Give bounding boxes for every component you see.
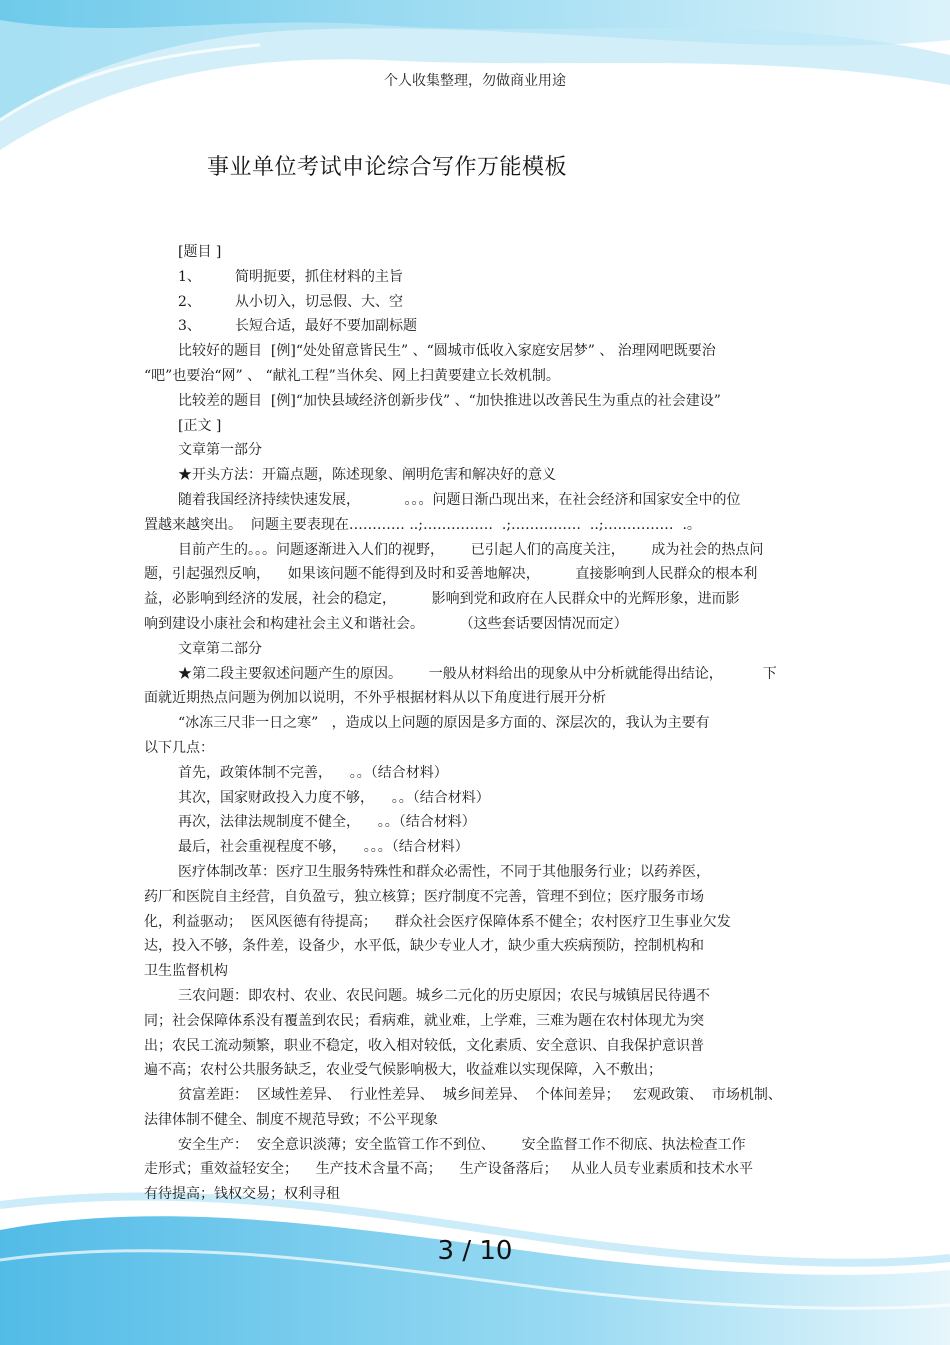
text-line	[144, 934, 808, 959]
line-text: 贫富差距： 区域性差异、 行业性差异、 城乡间差异、 个体间差异； 宏观政策、 市场机制、	[178, 1087, 782, 1104]
line-text: 响到建设小康社会和构建社会主义和谐社会。 （这些套话要因情况而定）	[144, 615, 628, 632]
line-text: 遍不高；农村公共服务缺乏，农业受气候影响极大，收益难以实现保障，入不敷出；	[144, 1062, 662, 1079]
text-line	[144, 786, 808, 811]
line-text: 置越来越突出。 问题主要表现在………… ..;…………… .;…………… ..;…………… .。	[144, 516, 701, 533]
line-text: 题，引起强烈反响， 如果该问题不能得到及时和妥善地解决， 直接影响到人民群众的根本利	[144, 566, 758, 583]
text-line	[144, 1009, 808, 1034]
text-line	[144, 1034, 808, 1059]
line-text: “冰冻三尺非一日之寒” ，造成以上问题的原因是多方面的、深层次的，我认为主要有	[178, 715, 710, 732]
line-text: ★开头方法：开篇点题，陈述现象、阐明危害和解决好的意义	[178, 467, 556, 484]
line-text: 同；社会保障体系没有覆盖到农民；看病难，就业难，上学难，三难为题在农村体现尤为突	[144, 1012, 704, 1029]
text-line	[144, 339, 808, 364]
document-body	[144, 240, 808, 1207]
text-line	[144, 587, 808, 612]
line-text: ★第二段主要叙述问题产生的原因。 一般从材料给出的现象从中分析就能得出结论， 下	[178, 665, 777, 682]
line-text: 三农问题：即农村、农业、农民问题。城乡二元化的历史原因；农民与城镇居民待遇不	[178, 987, 710, 1004]
text-line	[144, 463, 808, 488]
text-line	[144, 885, 808, 910]
line-text: 比较好的题目 [例]“处处留意皆民生” 、“圆城市低收入家庭安居梦” 、 治理网吧既要治	[178, 343, 716, 360]
text-line	[144, 290, 808, 315]
text-line	[144, 761, 808, 786]
line-text: 面就近期热点问题为例加以说明，不外乎根据材料从以下角度进行展开分析	[144, 690, 606, 707]
text-line	[144, 686, 808, 711]
text-line	[144, 538, 808, 563]
text-line	[144, 637, 808, 662]
text-line	[144, 1108, 808, 1133]
text-line	[144, 562, 808, 587]
text-line	[144, 810, 808, 835]
line-text: 法律体制不健全、制度不规范导致；不公平现象	[144, 1111, 438, 1128]
header-watermark-note: 个人收集整理，勿做商业用途	[384, 73, 566, 89]
text-line	[144, 438, 808, 463]
text-line	[144, 612, 808, 637]
text-line	[144, 736, 808, 761]
line-text: [正文 ]	[178, 417, 222, 434]
text-line	[144, 860, 808, 885]
line-text: 化，利益驱动； 医风医德有待提高； 群众社会医疗保障体系不健全；农村医疗卫生事业欠发	[144, 913, 731, 930]
line-text: 医疗体制改革：医疗卫生服务特殊性和群众必需性，不同于其他服务行业；以药养医，	[178, 863, 710, 880]
line-text: 药厂和医院自主经营，自负盈亏，独立核算；医疗制度不完善，管理不到位；医疗服务市场	[144, 888, 704, 905]
text-line	[144, 513, 808, 538]
line-text: 从小切入，切忌假、大、空	[235, 293, 403, 310]
line-text: 首先，政策体制不完善， 。。（结合材料）	[178, 764, 448, 781]
text-line	[144, 314, 808, 339]
line-text: 有待提高；钱权交易；权利寻租	[144, 1186, 340, 1203]
line-text: 益，必影响到经济的发展，社会的稳定， 影响到党和政府在人民群众中的光辉形象，进而影	[144, 591, 740, 608]
list-number: 2、	[178, 293, 201, 310]
line-text: 文章第一部分	[178, 442, 262, 459]
text-line	[144, 240, 808, 265]
text-line	[144, 1182, 808, 1207]
line-text: 卫生监督机构	[144, 963, 228, 980]
line-text: 文章第二部分	[178, 640, 262, 657]
text-line	[144, 389, 808, 414]
text-line	[144, 711, 808, 736]
text-line	[144, 1157, 808, 1182]
line-text: “吧”也要治“网” 、 “献礼工程”当休矣、网上扫黄要建立长效机制。	[144, 367, 560, 384]
line-text: 再次，法律法规制度不健全， 。。（结合材料）	[178, 814, 476, 831]
line-text: 最后，社会重视程度不够， 。。。（结合材料）	[178, 839, 469, 856]
text-line	[144, 910, 808, 935]
line-text: 以下几点：	[144, 739, 214, 756]
text-line	[144, 488, 808, 513]
line-text: 长短合适，最好不要加副标题	[235, 318, 417, 335]
text-line	[144, 1058, 808, 1083]
line-text: 简明扼要，抓住材料的主旨	[235, 268, 403, 285]
text-line	[144, 1083, 808, 1108]
text-line	[144, 835, 808, 860]
text-line	[144, 662, 808, 687]
text-line	[144, 1133, 808, 1158]
list-number: 3、	[178, 318, 201, 335]
line-text: [题目 ]	[178, 244, 222, 260]
line-text: 其次，国家财政投入力度不够， 。。（结合材料）	[178, 789, 490, 806]
list-number: 1、	[178, 268, 201, 285]
line-text: 比较差的题目 [例]“加快县域经济创新步伐” 、“加快推进以改善民生为重点的社会建设”	[178, 392, 721, 409]
line-text: 随着我国经济持续快速发展， 。。。问题日渐凸现出来，在社会经济和国家安全中的位	[178, 491, 741, 508]
line-text: 走形式；重效益轻安全； 生产技术含量不高； 生产设备落后； 从业人员专业素质和技术水平	[144, 1161, 753, 1178]
text-line	[144, 364, 808, 389]
text-line	[144, 265, 808, 290]
text-line	[144, 414, 808, 439]
line-text: 出；农民工流动频繁，职业不稳定，收入相对较低，文化素质、安全意识、自我保护意识普	[144, 1037, 704, 1054]
text-line	[144, 959, 808, 984]
line-text: 安全生产： 安全意识淡薄；安全监管工作不到位、 安全监督工作不彻底、执法检查工作	[178, 1136, 746, 1153]
text-line	[144, 984, 808, 1009]
line-text: 目前产生的。。。问题逐渐进入人们的视野， 已引起人们的高度关注， 成为社会的热点问	[178, 541, 764, 558]
document-title: 事业单位考试申论综合写作万能模板	[207, 155, 568, 180]
page-number: 3 / 10	[437, 1236, 513, 1266]
line-text: 达，投入不够，条件差，设备少，水平低，缺少专业人才，缺少重大疾病预防，控制机构和	[144, 938, 704, 955]
